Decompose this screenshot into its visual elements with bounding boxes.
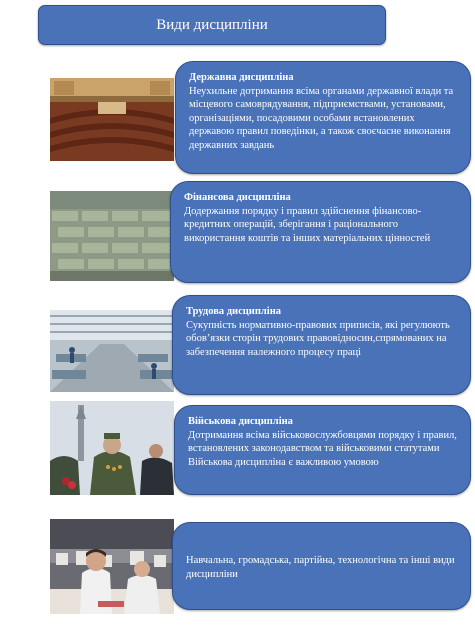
parliament-photo [50, 78, 174, 161]
card-labor-discipline [172, 295, 471, 395]
card-title: Фінансова дисципліна [184, 192, 291, 203]
card-text: Додержання порядку і правил здійснення фінансово-кредитних операцій, зберігання і раціонального використання коштів та інших матеріальних цінностей [184, 205, 431, 244]
card-title: Державна дисципліна [189, 72, 294, 83]
money-photo [50, 191, 174, 281]
card-title: Військова дисципліна [188, 416, 293, 427]
card-text: Сукупність нормативно-правових приписів, які регулюють обов’язки сторін трудових правовідносин,спрямованих на забезпечення належного процесу праці [186, 319, 450, 358]
card-text: Неухильне дотримання всіма органами державної влади та місцевого самоврядування, підприємствами, установами, організаціями, посадовими особами встановлених державою правил поведінки, а також своєчасне виконання державних завдань [189, 85, 454, 151]
veterans-photo [50, 401, 174, 495]
card-text: Дотримання всіма військовослужбовцями порядку і правил, встановлених законодавством та військовими статутами Військова дисципліна є важливою умовою [188, 429, 457, 468]
factory-photo [50, 310, 174, 392]
diagram-title: Види дисципліни [38, 5, 386, 45]
card-other-disciplines [172, 522, 471, 610]
card-title: Трудова дисципліна [186, 306, 282, 317]
card-financial-discipline [170, 181, 471, 283]
classroom-photo [50, 519, 174, 614]
card-text: Навчальна, громадська, партійна, технологічна та інші види дисципліни [186, 555, 455, 580]
card-military-discipline [174, 405, 471, 495]
card-state-discipline [175, 61, 471, 174]
